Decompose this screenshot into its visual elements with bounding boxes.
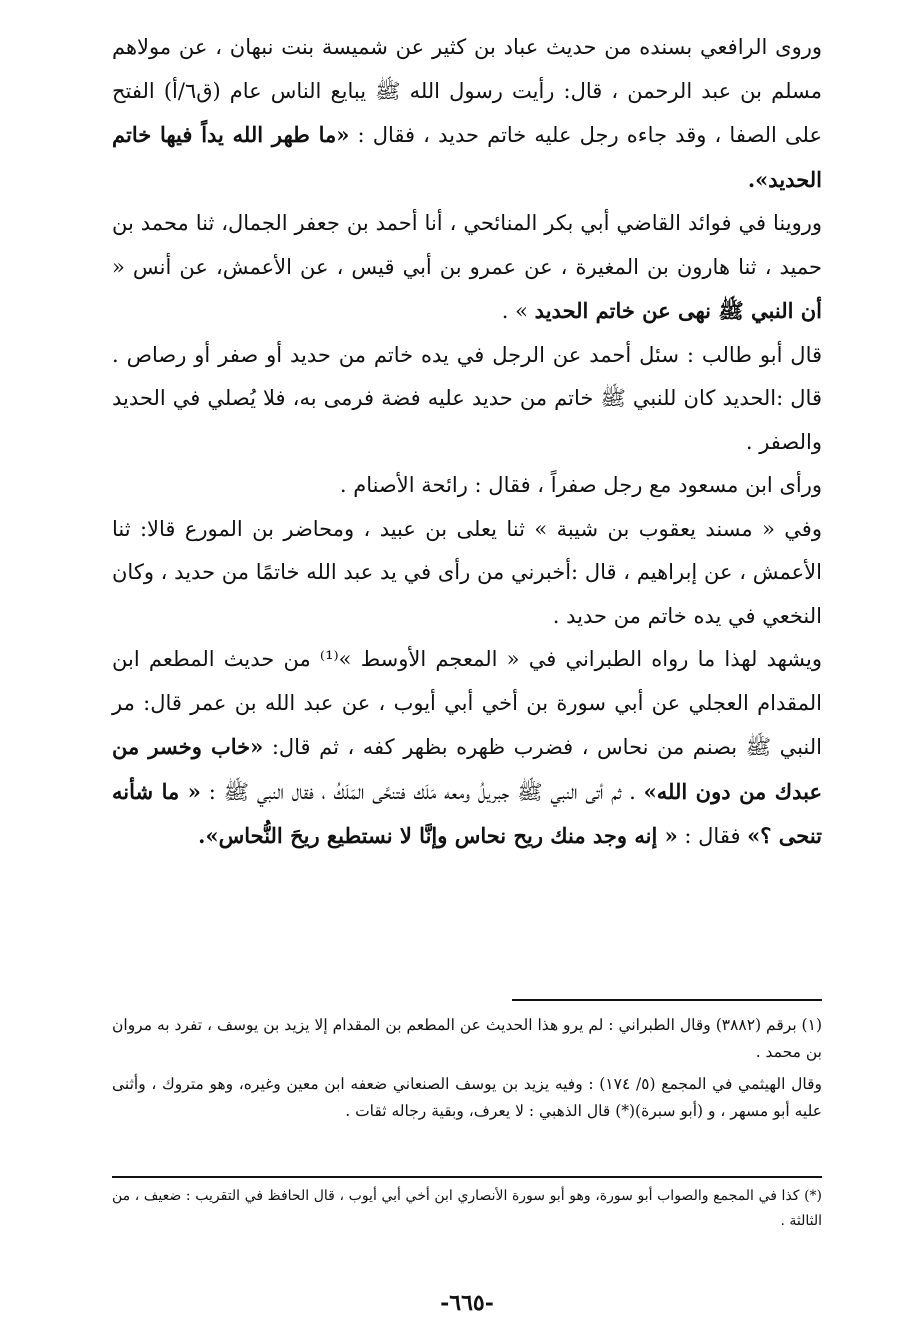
para1-hadith-quote: «ما طهر الله يداً فيها خاتم الحديد».: [112, 122, 822, 192]
footnote-1: (١) برقم (٣٨٨٢) وقال الطبراني : لم يرو هذا الحديث عن المطعم بن المقدام إلا يزيد بن يوسف ، تفرد به مروان بن محمد .: [112, 1016, 822, 1061]
para5-seg1: وفي « مسند يعقوب بن شيبة » ثنا يعلى بن عبيد ، ومحاضر بن المورع قالا: ثنا الأعمش ، عن إبراهيم ، قال :أخبرني من رأى في يد عبد الله خاتمًا من حديد ، وكان النخعي في يده خاتم من حديد .: [112, 516, 822, 628]
star-note-text: (*) كذا في المجمع والصواب أبو سورة، وهو أبو سورة الأنصاري ابن أخي أبي أيوب ، قال الحافظ في التقريب : ضعيف ، من الثالثة .: [112, 1188, 822, 1229]
para6-seg5: فقال :: [677, 824, 748, 848]
para3-seg1: قال أبو طالب : سئل أحمد عن الرجل في يده خاتم من حديد أو صفر أو رصاص . قال :الحديد كان للنبي ﷺ خاتم من حديد عليه فضة فرمى به، فلا يُصلي في الحديد والصفر .: [112, 342, 822, 454]
footnotes: [112, 1012, 822, 1130]
para6-hadith-quote-3: « إنه وجد منك ريح نحاس وإنَّا لا نستطيع ريحَ النُّحاس».: [198, 823, 678, 848]
para6-hadith-quote-2: « ما شأنه تنحى ؟»: [112, 778, 822, 848]
footnote-separator: [512, 999, 822, 1001]
document-page: [112, 26, 823, 1316]
para6-hadith-quote-1: «خاب وخسر من عبدك من دون الله»: [112, 734, 822, 804]
paragraph-3: [112, 334, 822, 465]
paragraph-5: [112, 508, 822, 639]
para1-seg1: وروى الرافعي بسنده من حديث عباد بن كثير عن شميسة بنت نبهان ، عن مولاهم مسلم بن عبد الرحمن ، قال: رأيت رسول الله ﷺ يبايع الناس عام (ق٦/أ) الفتح على الصفا ، وقد جاءه رجل عليه خاتم حديد ، فقال :: [112, 35, 823, 147]
para4-seg1: ورأى ابن مسعود مع رجل صفراً ، فقال : رائحة الأصنام .: [339, 473, 822, 497]
para2-hadith-quote: أن النبي ﷺ نهى عن خاتم الحديد: [534, 298, 822, 323]
para2-seg1: وروينا في فوائد القاضي أبي بكر المنائحي ، أنا أحمد بن جعفر الجمال، ثنا محمد بن حميد ، ثنا هارون بن المغيرة ، عن عمرو بن أبي قيس ، عن الأعمش، عن أنس «: [112, 211, 822, 279]
footnote-2: وقال الهيثمي في المجمع (٥/ ١٧٤) : وفيه يزيد بن يوسف الصنعاني ضعفه ابن معين وغيره، وهو متروك ، وأثنى عليه أبو مسهر ، و (أبو سبرة)(*) قال الذهبي : لا يعرف، وبقية رجاله ثقات .: [112, 1075, 822, 1120]
para2-seg3: » .: [501, 299, 535, 323]
para6-seg3: . ثم أتى النبي ﷺ جبريلُ ومعه مَلَك فتنحَّى المَلَكُ ، فقال النبي ﷺ :: [200, 779, 644, 804]
star-note: [112, 1184, 822, 1234]
para6-seg1: ويشهد لهذا ما رواه الطبراني في « المعجم الأوسط »⁽¹⁾ من حديث المطعم ابن المقدام العجلي عن أبي سورة بن أخي أبي أيوب ، عن عبد الله بن عمر قال: مر النبي ﷺ بصنم من نحاس ، فضرب ظهره بظهر كفه ، ثم قال:: [112, 647, 823, 759]
paragraph-6: [112, 638, 822, 859]
paragraph-2: [112, 202, 822, 334]
star-note-separator: [112, 1176, 822, 1178]
page-number: -٦٦٥-: [440, 1290, 494, 1316]
main-text: [112, 26, 822, 859]
paragraph-1: [112, 26, 822, 202]
paragraph-4: [112, 464, 822, 508]
